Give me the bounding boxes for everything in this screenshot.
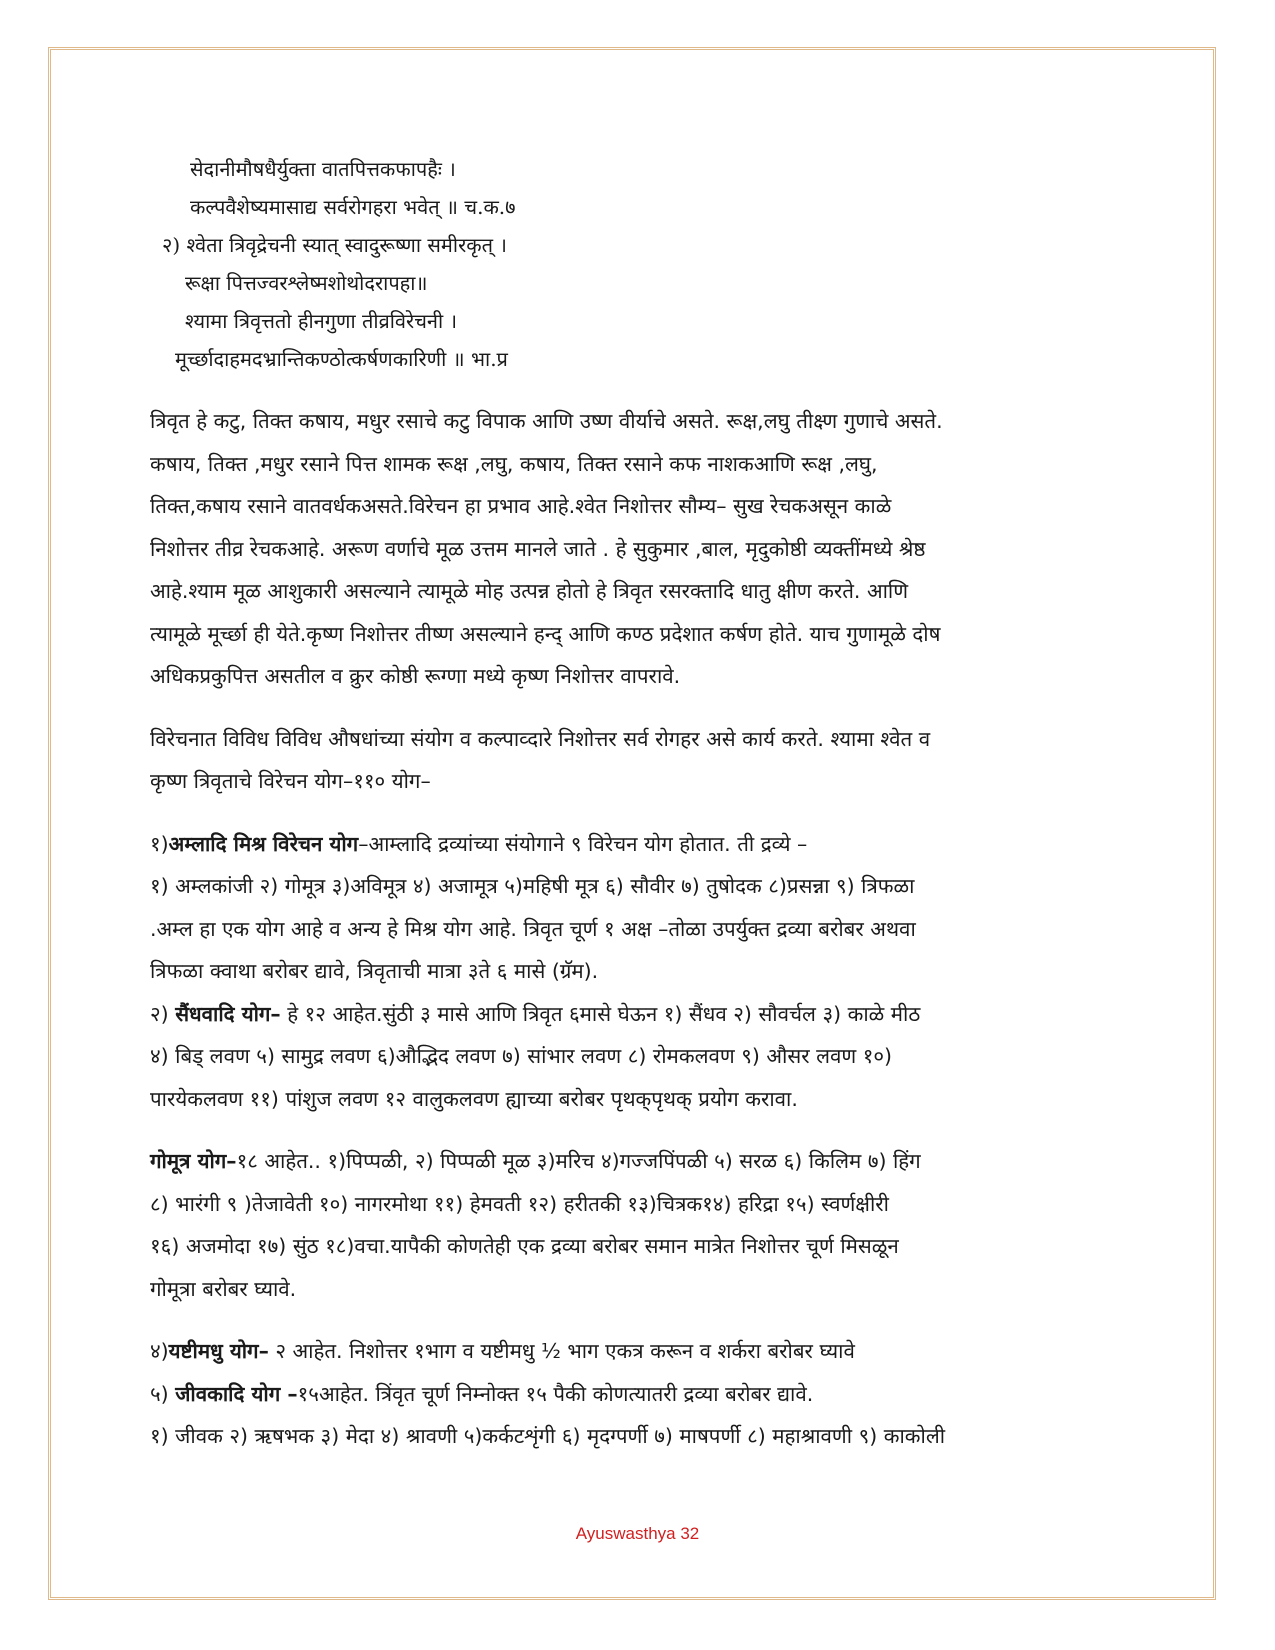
text-line: आहे.श्याम मूळ आशुकारी असल्याने त्यामूळे मोह उत्पन्न होतो हे त्रिवृत रसरक्तादि धातु क्षीण करते. आणि	[150, 579, 909, 603]
text-line	[150, 993, 1150, 1036]
verse-line: रूक्षा पित्तज्वरश्लेष्मशोथोदरापहा॥	[185, 271, 428, 295]
item-number: ५)	[150, 1381, 176, 1406]
text-line: .अम्ल हा एक योग आहे व अन्य हे मिश्र योग आहे. त्रिवृत चूर्ण १ अक्ष –तोळा उपर्युक्त द्रव्या बरोबर अथवा	[150, 916, 916, 941]
text-span: २ आहेत. निशोत्तर १भाग व यष्टीमधु ½ भाग एकत्र करून व शर्करा बरोबर घ्यावे	[268, 1339, 855, 1363]
text-line	[150, 1373, 1150, 1416]
text-line: गोमूत्रा बरोबर घ्यावे.	[150, 1276, 297, 1301]
section-heading: सैंधवादि योग–	[175, 1001, 281, 1026]
text-line: १) अम्लकांजी २) गोमूत्र ३)अविमूत्र ४) अजामूत्र ५)महिषी मूत्र ६) सौवीर ७) तुषोदक ८)प्रसन्ना ९) त्रिफळा	[150, 874, 915, 898]
section-heading: जीवकादि योग –	[175, 1381, 298, 1406]
text-line	[150, 1330, 1150, 1373]
verse-line: सेदानीमौषधैर्युक्ता वातपित्तकफापहैः ।	[190, 157, 456, 181]
verse-line: मूर्च्छादाहमदभ्रान्तिकण्ठोत्कर्षणकारिणी ॥ भा.प्र	[175, 347, 508, 371]
verse-line: श्यामा त्रिवृत्ततो हीनगुणा तीव्रविरेचनी ।	[185, 309, 458, 333]
text-span: १५आहेत. त्रिंवृत चूर्ण निम्नोक्त १५ पैकी कोणत्यातरी द्रव्या बरोबर द्यावे.	[297, 1381, 814, 1406]
text-line: कषाय, तिक्त ,मधुर रसाने पित्त शामक रूक्ष ,लघु, कषाय, तिक्त रसाने कफ नाशकआणि रूक्ष ,लघु,	[150, 451, 878, 476]
paragraph-yashtimadhu-yog	[150, 1330, 1150, 1458]
verse-line: २) श्वेता त्रिवृद्रेचनी स्यात् स्वादुरूष्णा समीरकृत् ।	[162, 233, 507, 257]
text-line: त्यामूळे मूर्च्छा ही येते.कृष्ण निशोत्तर तीष्ण असल्याने हन्द् आणि कण्ठ प्रदेशात कर्षण होते. याच गुणामूळे दोष	[150, 621, 941, 646]
section-heading: गोमूत्र योग–	[150, 1149, 237, 1173]
paragraph-amladi-yog	[150, 823, 1150, 1121]
item-number: १)	[150, 831, 169, 856]
section-heading: अम्लादि मिश्र विरेचन योग	[168, 831, 359, 856]
text-line: त्रिवृत हे कटु, तिक्त कषाय, मधुर रसाचे कटु विपाक आणि उष्ण वीर्याचे असते. रूक्ष,लघु तीक्ष्ण गुणाचे असते.	[150, 409, 943, 433]
text-line: अधिकप्रकुपित्त असतील व क्रुर कोष्ठी रूग्णा मध्ये कृष्ण निशोत्तर वापरावे.	[150, 664, 681, 688]
paragraph-properties	[150, 400, 1150, 698]
text-line: १६) अजमोदा १७) सुंठ १८)वचा.यापैकी कोणतेही एक द्रव्या बरोबर समान मात्रेत निशोत्तर चूर्ण मिसळून	[150, 1234, 899, 1258]
text-line: ४) बिड् लवण ५) सामुद्र लवण ६)औद्भिद लवण ७) सांभार लवण ८) रोमकलवण ९) औसर लवण १०)	[150, 1044, 893, 1068]
text-line	[150, 1140, 1150, 1183]
text-line	[150, 823, 1150, 866]
text-span: १८ आहेत.. १)पिप्पळी, २) पिप्पळी मूळ ३)मरिच ४)गज्जपिंपळी ५) सरळ ६) किलिम ७) हिंग	[236, 1149, 921, 1173]
text-line: तिक्त,कषाय रसाने वातवर्धकअसते.विरेचन हा प्रभाव आहे.श्वेत निशोत्तर सौम्य– सुख रेचकअसून काळे	[150, 494, 892, 518]
text-span: हे १२ आहेत.सुंठी ३ मासे आणि त्रिवृत ६मासे घेऊन १) सैंधव २) सौवर्चल ३) काळे मीठ	[280, 1001, 921, 1026]
item-number: २)	[150, 1001, 176, 1026]
text-line: कृष्ण त्रिवृताचे विरेचन योग–११० योग–	[150, 769, 431, 793]
text-span: –आम्लादि द्रव्यांच्या संयोगाने ९ विरेचन योग होतात. ती द्रव्ये –	[358, 831, 808, 856]
text-line: १) जीवक २) ऋषभक ३) मेदा ४) श्रावणी ५)कर्कटशृंगी ६) मृदग्पर्णी ७) माषपर्णी ८) महाश्रावणी ९) काकोली	[150, 1424, 946, 1448]
verse-line: कल्पवैशेष्यमासाद्य सर्वरोगहरा भवेत् ॥ च.क.७	[190, 195, 516, 219]
item-number: ४)	[150, 1339, 169, 1363]
page-content	[150, 150, 1150, 1458]
text-line: ८) भारंगी ९ )तेजावेती १०) नागरमोथा ११) हेमवती १२) हरीतकी १३)चित्रक१४) हरिद्रा १५) स्वर्णक्षीरी	[150, 1191, 889, 1216]
section-heading: यष्टीमधु योग–	[168, 1339, 269, 1363]
verse-block	[150, 150, 1150, 378]
text-line: विरेचनात विविध विविध औषधांच्या संयोग व कल्पाव्दारे निशोत्तर सर्व रोगहर असे कार्य करते. श्यामा श्वेत व	[150, 726, 931, 751]
paragraph-gomutra-yog	[150, 1140, 1150, 1310]
text-line: त्रिफळा क्वाथा बरोबर द्यावे, त्रिवृताची मात्रा ३ते ६ मासे (ग्रॅम).	[150, 959, 599, 983]
text-line: निशोत्तर तीव्र रेचकआहे. अरूण वर्णाचे मूळ उत्तम मानले जाते . हे सुकुमार ,बाल, मृदुकोष्ठी व्यक्तींमध्ये श्रेष्ठ	[150, 536, 926, 561]
paragraph-virechan	[150, 718, 1150, 803]
text-line: पारयेकलवण ११) पांशुज लवण १२ वालुकलवण ह्याच्या बरोबर पृथक्‌पृथक् प्रयोग करावा.	[150, 1086, 798, 1111]
page-footer: Ayuswasthya 32	[575, 1524, 700, 1543]
